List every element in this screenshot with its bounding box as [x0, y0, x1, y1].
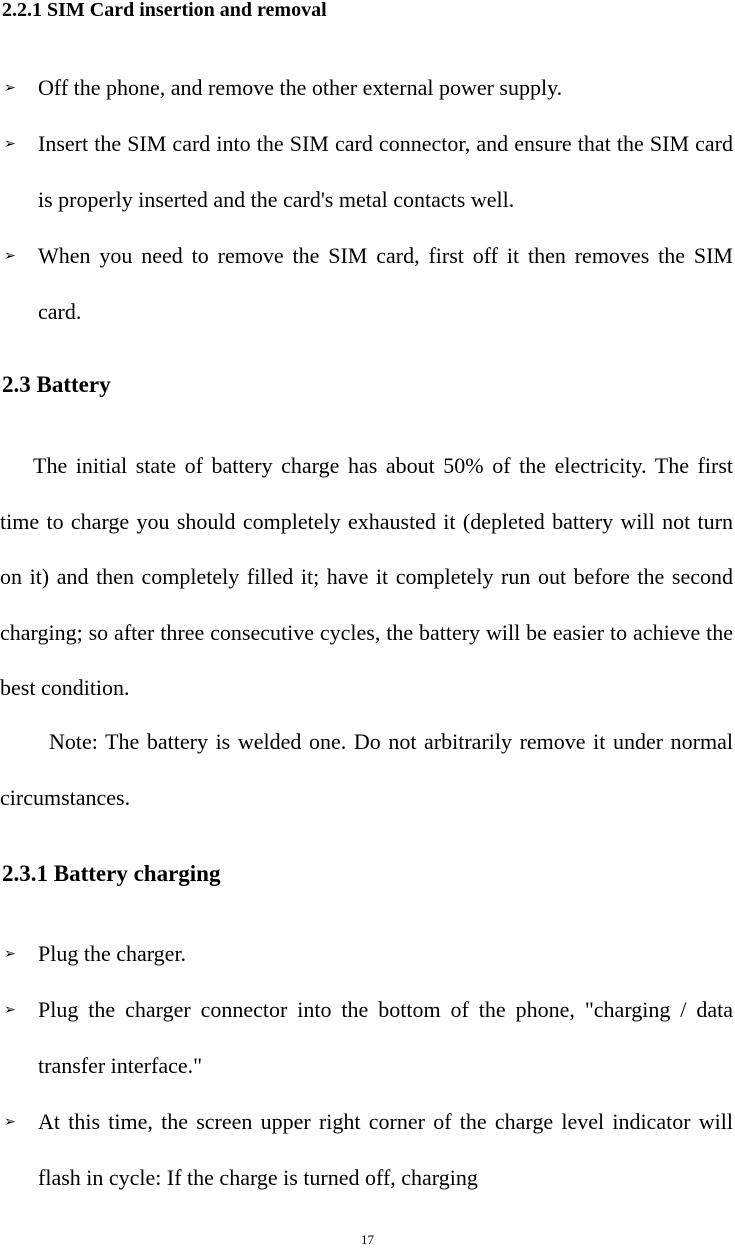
section-heading-battery: 2.3 Battery — [2, 372, 111, 397]
battery-note: Note: The battery is welded one. Do not arbitrarily remove it under normal circumstances. — [0, 729, 733, 810]
arrow-bullet-icon: ➢ — [4, 80, 16, 96]
page-number: 17 — [361, 1232, 374, 1247]
list-item — [0, 982, 735, 1094]
section-heading-sim-card: 2.2.1 SIM Card insertion and removal — [2, 0, 327, 21]
section-heading-battery-charging: 2.3.1 Battery charging — [2, 861, 221, 886]
list-item — [0, 60, 735, 116]
list-item-text: Insert the SIM card into the SIM card connector, and ensure that the SIM card is properly inserted and the card's metal contacts well. — [38, 131, 733, 212]
list-item — [0, 926, 735, 982]
list-item-text: Plug the charger. — [38, 941, 187, 966]
sim-card-steps-list — [0, 60, 735, 340]
battery-paragraph: The initial state of battery charge has about 50% of the electricity. The first time to charge you should completely exhausted it (depleted battery will not turn on it) and then completely filled it; have it completely run out before the second charging; so after three consecutive cycles, the battery will be easier to achieve the best condition. — [0, 453, 733, 700]
list-item — [0, 1094, 735, 1206]
arrow-bullet-icon: ➢ — [4, 136, 16, 152]
list-item-text: Off the phone, and remove the other external power supply. — [38, 75, 563, 100]
list-item — [0, 116, 735, 228]
arrow-bullet-icon: ➢ — [4, 946, 16, 962]
list-item-text: At this time, the screen upper right corner of the charge level indicator will flash in cycle: If the charge is turned off, charging — [38, 1109, 733, 1190]
list-item-text: When you need to remove the SIM card, first off it then removes the SIM card. — [38, 243, 733, 324]
battery-charging-steps-list — [0, 926, 735, 1206]
list-item-text: Plug the charger connector into the bottom of the phone, "charging / data transfer interface." — [38, 997, 733, 1078]
arrow-bullet-icon: ➢ — [4, 1002, 16, 1018]
list-item — [0, 228, 735, 340]
arrow-bullet-icon: ➢ — [4, 1114, 16, 1130]
arrow-bullet-icon: ➢ — [4, 248, 16, 264]
